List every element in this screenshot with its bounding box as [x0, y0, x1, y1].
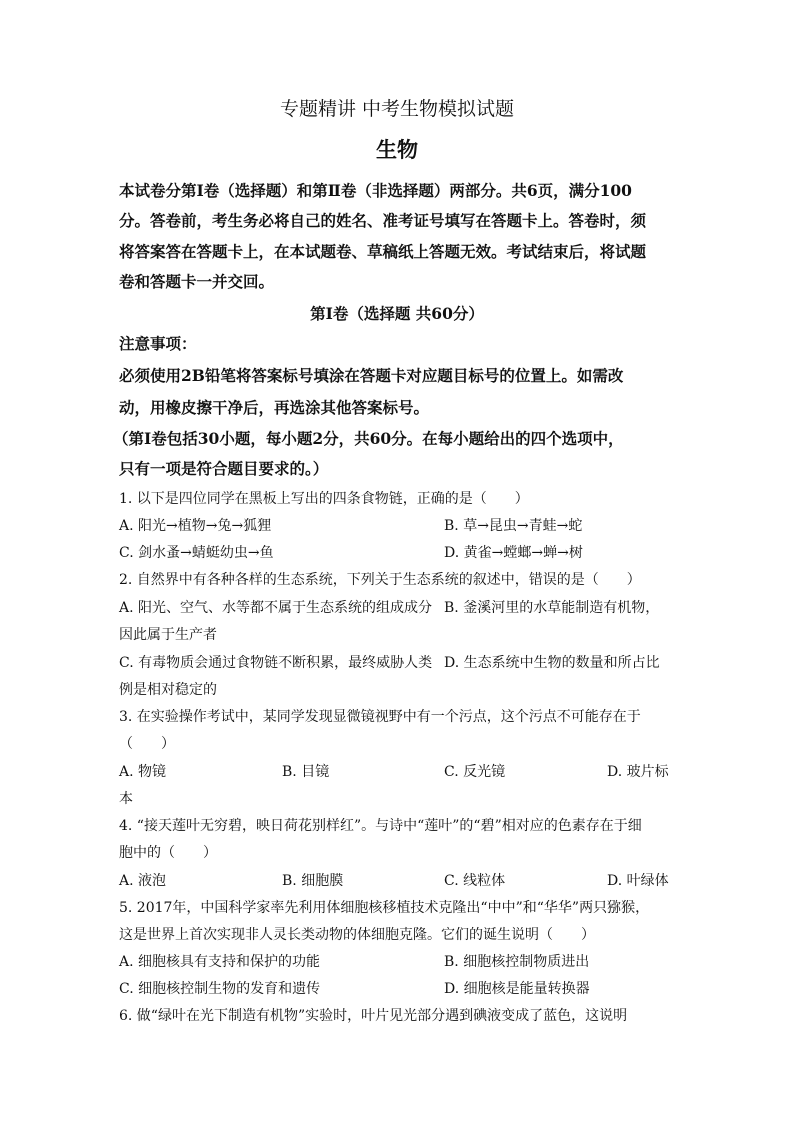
page-title: 专题精讲 中考生物模拟试题: [279, 98, 515, 120]
option-a: A. 细胞核具有支持和保护的功能: [119, 954, 321, 970]
scope-line: 只有一项是符合题目要求的。）: [119, 459, 329, 478]
option-d: D. 生态系统中生物的数量和所占比: [444, 655, 660, 671]
option-d-cont: 例是相对稳定的: [119, 682, 217, 698]
option-a: A. 阳光→植物→兔→狐狸: [119, 518, 272, 534]
question-stem: 2. 自然界中有各种各样的生态系统，下列关于生态系统的叙述中，错误的是（ ）: [119, 572, 641, 588]
option-c: C. 有毒物质会通过食物链不断积累，最终威胁人类: [119, 655, 433, 671]
option-a: A. 物镜: [119, 764, 167, 780]
question-stem: 4. “接天莲叶无穷碧，映日荷花别样红”。与诗中“莲叶”的“碧”相对应的色素存在于细: [119, 818, 642, 834]
question-stem: 5. 2017年，中国科学家率先利用体细胞核移植技术克隆出“中中”和“华华”两只猕猴，: [119, 900, 650, 916]
notice-title: 注意事项：: [119, 334, 197, 353]
option-b: B. 草→昆虫→青蛙→蛇: [444, 518, 583, 534]
question-stem: 6. 做“绿叶在光下制造有机物”实验时，叶片见光部分遇到碘液变成了蓝色，这说明: [119, 1008, 628, 1024]
question-stem: 1. 以下是四位同学在黑板上写出的四条食物链，正确的是（ ）: [119, 491, 529, 507]
option-b-cont: 因此属于生产者: [119, 627, 217, 643]
option-c: C. 线粒体: [444, 873, 506, 889]
option-c: C. 细胞核控制生物的发育和遗传: [119, 981, 321, 997]
option-d: D. 黄雀→螳螂→蝉→树: [444, 545, 583, 561]
question-stem-cont: 胞中的（ ）: [119, 845, 217, 861]
option-b: B. 细胞膜: [282, 873, 344, 889]
section-title: 第Ⅰ卷（选择题 共60分）: [310, 304, 484, 323]
question-stem-cont: 这是世界上首次实现非人灵长类动物的体细胞克隆。它们的诞生说明（ ）: [119, 927, 595, 943]
option-b: B. 目镜: [282, 764, 330, 780]
intro-line: 卷和答题卡一并交回。: [119, 272, 275, 291]
option-b: B. 细胞核控制物质进出: [444, 954, 590, 970]
option-d: D. 细胞核是能量转换器: [444, 981, 590, 997]
intro-line: 分。答卷前，考生务必将自己的姓名、准考证号填写在答题卡上。答卷时，须: [119, 211, 647, 230]
option-b: B. 釜溪河里的水草能制造有机物，: [444, 600, 660, 616]
option-d: D. 玻片标: [607, 764, 669, 780]
question-stem-cont: （ ）: [119, 736, 175, 752]
option-c: C. 剑水蚤→蜻蜓幼虫→鱼: [119, 545, 274, 561]
option-d: D. 叶绿体: [607, 873, 669, 889]
option-a: A. 阳光、空气、水等都不属于生态系统的组成成分: [119, 600, 433, 616]
notice-line: 动，用橡皮擦干净后，再选涂其他答案标号。: [119, 398, 430, 417]
notice-line: 必须使用2B铅笔将答案标号填涂在答题卡对应题目标号的位置上。如需改: [119, 366, 624, 385]
option-d-cont: 本: [119, 791, 133, 807]
intro-line: 本试卷分第Ⅰ卷（选择题）和第Ⅱ卷（非选择题）两部分。共6页，满分100: [119, 181, 632, 200]
option-a: A. 液泡: [119, 873, 167, 889]
option-c: C. 反光镜: [444, 764, 506, 780]
scope-line: （第Ⅰ卷包括30小题，每小题2分，共60分。在每小题给出的四个选项中，: [113, 429, 624, 448]
intro-line: 将答案答在答题卡上，在本试题卷、草稿纸上答题无效。考试结束后，将试题: [119, 242, 647, 261]
subject-title: 生物: [376, 137, 418, 162]
question-stem: 3. 在实验操作考试中，某同学发现显微镜视野中有一个污点，这个污点不可能存在于: [119, 709, 641, 725]
